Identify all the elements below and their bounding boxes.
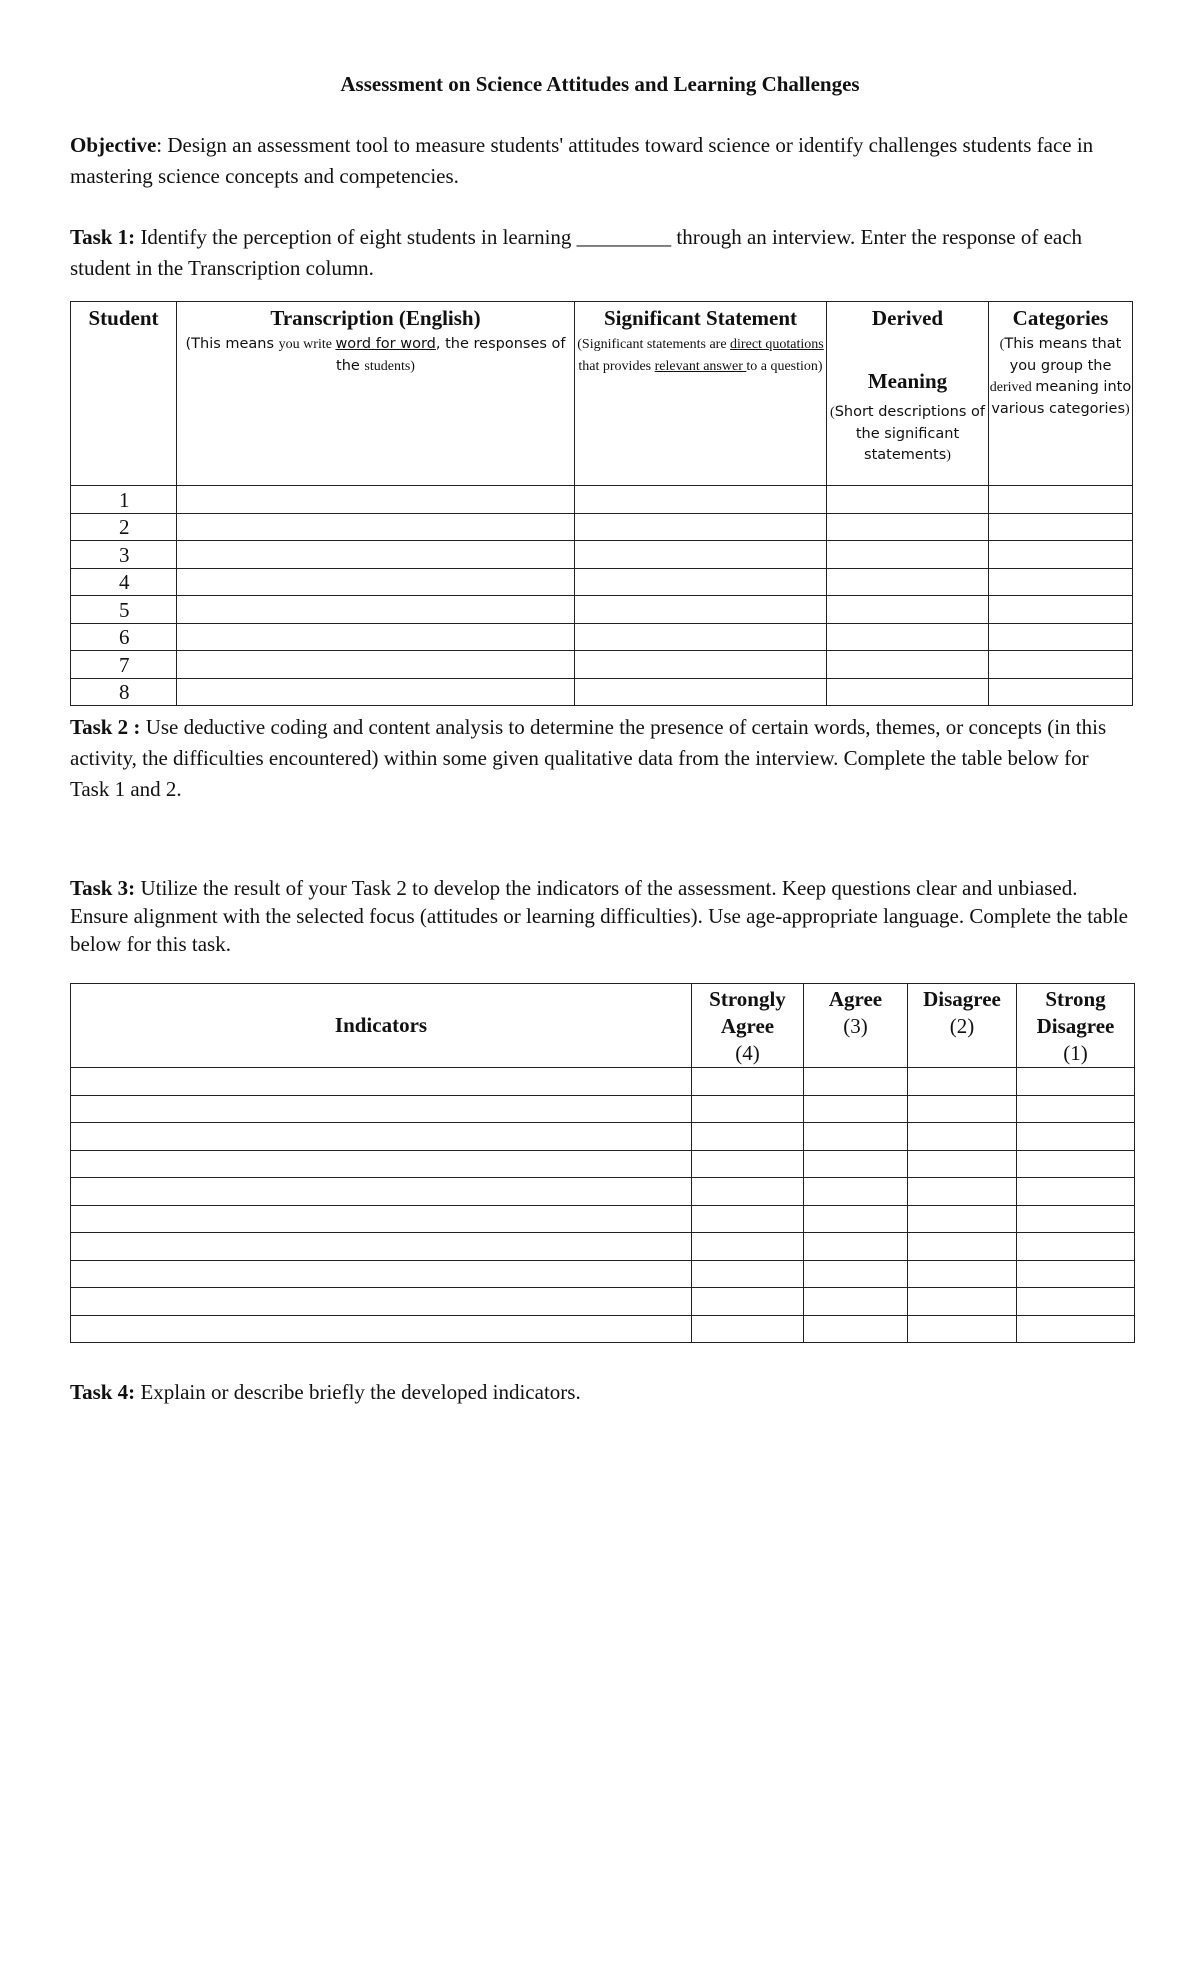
- student-number: 6: [71, 623, 177, 651]
- strongly-agree-cell[interactable]: [692, 1260, 804, 1288]
- transcription-cell[interactable]: [177, 623, 575, 651]
- significant-statement-cell[interactable]: [575, 568, 827, 596]
- table-row: [71, 1178, 1135, 1206]
- strongly-agree-cell[interactable]: [692, 1205, 804, 1233]
- strong-disagree-cell[interactable]: [1017, 1068, 1135, 1096]
- disagree-cell[interactable]: [908, 1205, 1017, 1233]
- categories-cell[interactable]: [989, 513, 1133, 541]
- table-row: [71, 623, 1133, 651]
- strong-disagree-cell[interactable]: [1017, 1288, 1135, 1316]
- categories-cell[interactable]: [989, 568, 1133, 596]
- indicator-cell[interactable]: [71, 1178, 692, 1206]
- header-indicators: Indicators: [71, 984, 692, 1068]
- categories-cell[interactable]: [989, 541, 1133, 569]
- derived-meaning-cell[interactable]: [827, 541, 989, 569]
- task4-text: Explain or describe briefly the developed indicators.: [135, 1380, 581, 1404]
- transcription-cell[interactable]: [177, 486, 575, 514]
- derived-meaning-cell[interactable]: [827, 513, 989, 541]
- strong-disagree-cell[interactable]: [1017, 1260, 1135, 1288]
- student-number: 4: [71, 568, 177, 596]
- disagree-cell[interactable]: [908, 1068, 1017, 1096]
- strong-disagree-cell[interactable]: [1017, 1123, 1135, 1151]
- categories-note: (This means that you group the derived meaning into various categories): [989, 336, 1132, 417]
- header-agree: Agree (3): [804, 984, 908, 1068]
- agree-cell[interactable]: [804, 1260, 908, 1288]
- disagree-cell[interactable]: [908, 1288, 1017, 1316]
- significant-statement-cell[interactable]: [575, 651, 827, 679]
- agree-cell[interactable]: [804, 1178, 908, 1206]
- table-row: [71, 596, 1133, 624]
- transcription-table: [70, 301, 1133, 706]
- transcription-cell[interactable]: [177, 596, 575, 624]
- agree-cell[interactable]: [804, 1288, 908, 1316]
- derived-meaning-cell[interactable]: [827, 486, 989, 514]
- strongly-agree-cell[interactable]: [692, 1233, 804, 1261]
- strongly-agree-cell[interactable]: [692, 1150, 804, 1178]
- header-derived-meaning: Derived Meaning (Short descriptions of the significant statements): [827, 302, 989, 486]
- strongly-agree-cell[interactable]: [692, 1123, 804, 1151]
- task3-text: Utilize the result of your Task 2 to develop the indicators of the assessment. Keep questions clear and unbiased. Ensure alignment with the selected focus (attitudes or learning difficulties). Use age-appropriate language. Complete the table below for this task.: [70, 876, 1128, 956]
- transcription-cell[interactable]: [177, 568, 575, 596]
- header-significant-statement: Significant Statement (Significant statements are direct quotations that provides relevant answer to a question): [575, 302, 827, 486]
- task2-text: Use deductive coding and content analysis to determine the presence of certain words, themes, or concepts (in this activity, the difficulties encountered) within some given qualitative data from the interview. Complete the table below for Task 1 and 2.: [70, 715, 1107, 801]
- table-row: [71, 1205, 1135, 1233]
- agree-cell[interactable]: [804, 1233, 908, 1261]
- student-number: 1: [71, 486, 177, 514]
- indicator-cell[interactable]: [71, 1205, 692, 1233]
- significant-statement-cell[interactable]: [575, 623, 827, 651]
- agree-cell[interactable]: [804, 1315, 908, 1343]
- disagree-cell[interactable]: [908, 1123, 1017, 1151]
- table-row: [71, 1315, 1135, 1343]
- header-strongly-agree: Strongly Agree (4): [692, 984, 804, 1068]
- transcription-note: (This means you write word for word, the responses of the students): [185, 336, 566, 374]
- disagree-cell[interactable]: [908, 1260, 1017, 1288]
- table-row: [71, 651, 1133, 679]
- agree-cell[interactable]: [804, 1150, 908, 1178]
- derived-meaning-cell[interactable]: [827, 596, 989, 624]
- header-categories: Categories (This means that you group the derived meaning into various categories): [989, 302, 1133, 486]
- strongly-agree-cell[interactable]: [692, 1288, 804, 1316]
- significant-statement-cell[interactable]: [575, 513, 827, 541]
- indicators-table: [70, 983, 1135, 1343]
- student-number: 8: [71, 678, 177, 706]
- student-number: 3: [71, 541, 177, 569]
- task4-label: Task 4:: [70, 1380, 136, 1404]
- table-row: [71, 513, 1133, 541]
- document-title: Assessment on Science Attitudes and Learning Challenges: [340, 72, 860, 96]
- task2-paragraph: [70, 712, 1130, 805]
- table-row: [71, 1260, 1135, 1288]
- significant-statement-cell[interactable]: [575, 596, 827, 624]
- disagree-cell[interactable]: [908, 1315, 1017, 1343]
- table-row: [71, 1123, 1135, 1151]
- strongly-agree-cell[interactable]: [692, 1315, 804, 1343]
- derived-meaning-cell[interactable]: [827, 678, 989, 706]
- indicator-cell[interactable]: [71, 1150, 692, 1178]
- transcription-cell[interactable]: [177, 651, 575, 679]
- strong-disagree-cell[interactable]: [1017, 1095, 1135, 1123]
- student-number: 7: [71, 651, 177, 679]
- table-row: [71, 1150, 1135, 1178]
- table-row: [71, 678, 1133, 706]
- agree-cell[interactable]: [804, 1068, 908, 1096]
- task4-paragraph: [70, 1377, 1130, 1408]
- derived-meaning-cell[interactable]: [827, 623, 989, 651]
- derived-meaning-cell[interactable]: [827, 568, 989, 596]
- significant-statement-cell[interactable]: [575, 486, 827, 514]
- indicator-cell[interactable]: [71, 1288, 692, 1316]
- indicator-cell[interactable]: [71, 1260, 692, 1288]
- agree-cell[interactable]: [804, 1205, 908, 1233]
- task3-label: Task 3:: [70, 876, 136, 900]
- table-row: [71, 1288, 1135, 1316]
- table-row: [71, 541, 1133, 569]
- disagree-cell[interactable]: [908, 1178, 1017, 1206]
- header-student: Student: [71, 302, 177, 486]
- categories-cell[interactable]: [989, 623, 1133, 651]
- strong-disagree-cell[interactable]: [1017, 1233, 1135, 1261]
- indicator-cell[interactable]: [71, 1068, 692, 1096]
- strong-disagree-cell[interactable]: [1017, 1150, 1135, 1178]
- header-strong-disagree: Strong Disagree (1): [1017, 984, 1135, 1068]
- significant-note: (Significant statements are direct quotations that provides relevant answer to a question): [577, 337, 824, 374]
- strong-disagree-cell[interactable]: [1017, 1178, 1135, 1206]
- categories-cell[interactable]: [989, 596, 1133, 624]
- categories-cell[interactable]: [989, 651, 1133, 679]
- categories-cell[interactable]: [989, 678, 1133, 706]
- task1-text: Identify the perception of eight students in learning _________ through an interview. Enter the response of each student in the Transcription column.: [70, 225, 1083, 280]
- strongly-agree-cell[interactable]: [692, 1178, 804, 1206]
- categories-cell[interactable]: [989, 486, 1133, 514]
- indicator-cell[interactable]: [71, 1123, 692, 1151]
- header-transcription: Transcription (English) (This means you write word for word, the responses of the students): [177, 302, 575, 486]
- strongly-agree-cell[interactable]: [692, 1095, 804, 1123]
- indicator-cell[interactable]: [71, 1233, 692, 1261]
- table-row: [71, 1095, 1135, 1123]
- disagree-cell[interactable]: [908, 1095, 1017, 1123]
- indicator-cell[interactable]: [71, 1315, 692, 1343]
- table-row: [71, 1233, 1135, 1261]
- transcription-cell[interactable]: [177, 513, 575, 541]
- strong-disagree-cell[interactable]: [1017, 1315, 1135, 1343]
- task1-paragraph: [70, 222, 1130, 284]
- agree-cell[interactable]: [804, 1123, 908, 1151]
- strong-disagree-cell[interactable]: [1017, 1205, 1135, 1233]
- student-number: 5: [71, 596, 177, 624]
- derived-meaning-cell[interactable]: [827, 651, 989, 679]
- objective-label: Objective: [70, 133, 157, 157]
- transcription-cell[interactable]: [177, 541, 575, 569]
- derived-note: (Short descriptions of the significant statements): [830, 404, 985, 463]
- task2-label: Task 2 :: [70, 715, 141, 739]
- table-row: [71, 486, 1133, 514]
- objective-paragraph: [70, 130, 1130, 192]
- significant-statement-cell[interactable]: [575, 541, 827, 569]
- agree-cell[interactable]: [804, 1095, 908, 1123]
- strongly-agree-cell[interactable]: [692, 1068, 804, 1096]
- indicator-cell[interactable]: [71, 1095, 692, 1123]
- objective-text: : Design an assessment tool to measure students' attitudes toward science or identify challenges students face in mastering science concepts and competencies.: [70, 133, 1094, 188]
- transcription-cell[interactable]: [177, 678, 575, 706]
- disagree-cell[interactable]: [908, 1233, 1017, 1261]
- task3-paragraph: [70, 874, 1130, 958]
- task1-label: Task 1:: [70, 225, 136, 249]
- table-row: [71, 568, 1133, 596]
- significant-statement-cell[interactable]: [575, 678, 827, 706]
- header-disagree: Disagree (2): [908, 984, 1017, 1068]
- disagree-cell[interactable]: [908, 1150, 1017, 1178]
- student-number: 2: [71, 513, 177, 541]
- table-row: [71, 1068, 1135, 1096]
